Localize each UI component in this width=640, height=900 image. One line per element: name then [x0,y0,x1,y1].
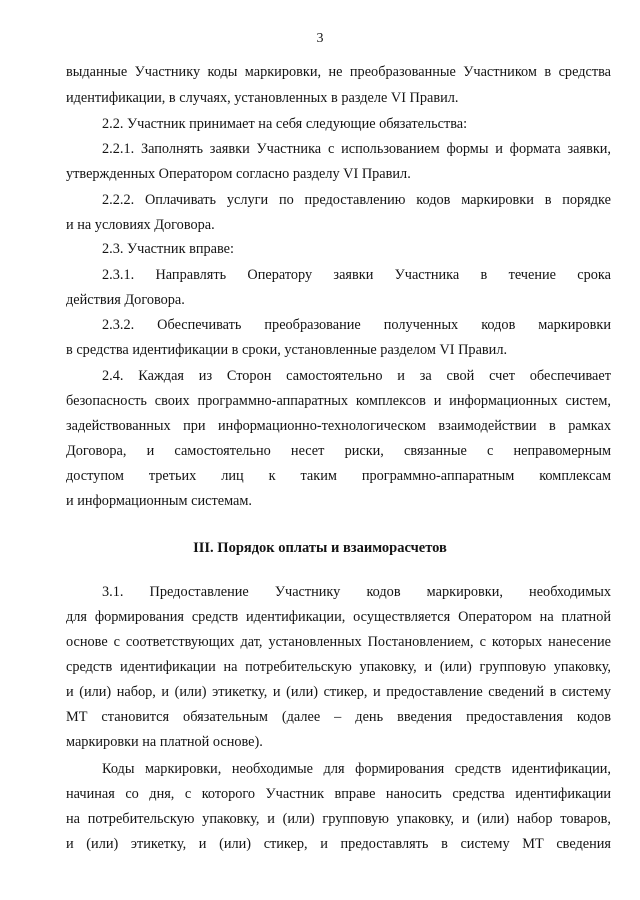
text-line: 2.3.1. Направлять Оператору заявки Участника в течение срока [102,267,611,283]
text-line: выданные Участнику коды маркировки, не преобразованные Участником в средства [66,64,611,80]
text-line: идентификации, в случаях, установленных в разделе VI Правил. [66,90,459,106]
text-line: и информационным системам. [66,493,252,509]
text-line: 2.4. Каждая из Сторон самостоятельно и за свой счет обеспечивает [102,368,611,384]
text-line: действия Договора. [66,292,185,308]
text-line: доступом третьих лиц к таким программно-аппаратным комплексам [66,468,611,484]
page-number: 3 [316,31,324,46]
text-line: 2.3. Участник вправе: [102,241,234,257]
text-line: на потребительскую упаковку, и (или) групповую упаковку, и (или) набор товаров, [66,811,611,827]
text-line: утвержденных Оператором согласно разделу VI Правил. [66,166,411,182]
text-line: 2.2. Участник принимает на себя следующие обязательства: [102,116,468,132]
text-line: начиная со дня, с которого Участник вправе наносить средства идентификации [66,786,611,802]
text-line: МТ становится обязательным (далее – день введения предоставления кодов [66,709,611,725]
text-line: Договора, и самостоятельно несет риски, связанные с неправомерным [66,443,611,459]
text-line: и на условиях Договора. [66,217,215,233]
text-line: 2.3.2. Обеспечивать преобразование полученных кодов маркировки [102,317,611,333]
text-line: 2.2.1. Заполнять заявки Участника с использованием формы и формата заявки, [102,141,611,157]
text-line: и (или) набор, и (или) этикетку, и (или) стикер, и предоставление сведений в систему [66,684,611,700]
text-line: и (или) этикетку, и (или) стикер, и предоставлять в систему МТ сведения [66,836,611,852]
text-line: безопасность своих программно-аппаратных комплексов и информационных систем, [66,393,611,409]
text-line: маркировки на платной основе). [66,734,263,750]
text-line: в средства идентификации в сроки, установленные разделом VI Правил. [66,342,508,358]
text-line: средств идентификации на потребительскую упаковку, и (или) групповую упаковку, [66,659,611,675]
section-heading: III. Порядок оплаты и взаиморасчетов [193,540,447,556]
text-line: 2.2.2. Оплачивать услуги по предоставлению кодов маркировки в порядке [102,192,611,208]
text-line: основе с соответствующих дат, установленных Постановлением, с которых нанесение [66,634,611,650]
text-line: 3.1. Предоставление Участнику кодов маркировки, необходимых [102,584,611,600]
text-line: Коды маркировки, необходимые для формирования средств идентификации, [102,761,611,777]
text-line: задействованных при информационно-технологическом взаимодействии в рамках [66,418,611,434]
text-line: для формирования средств идентификации, осуществляется Оператором на платной [66,609,611,625]
